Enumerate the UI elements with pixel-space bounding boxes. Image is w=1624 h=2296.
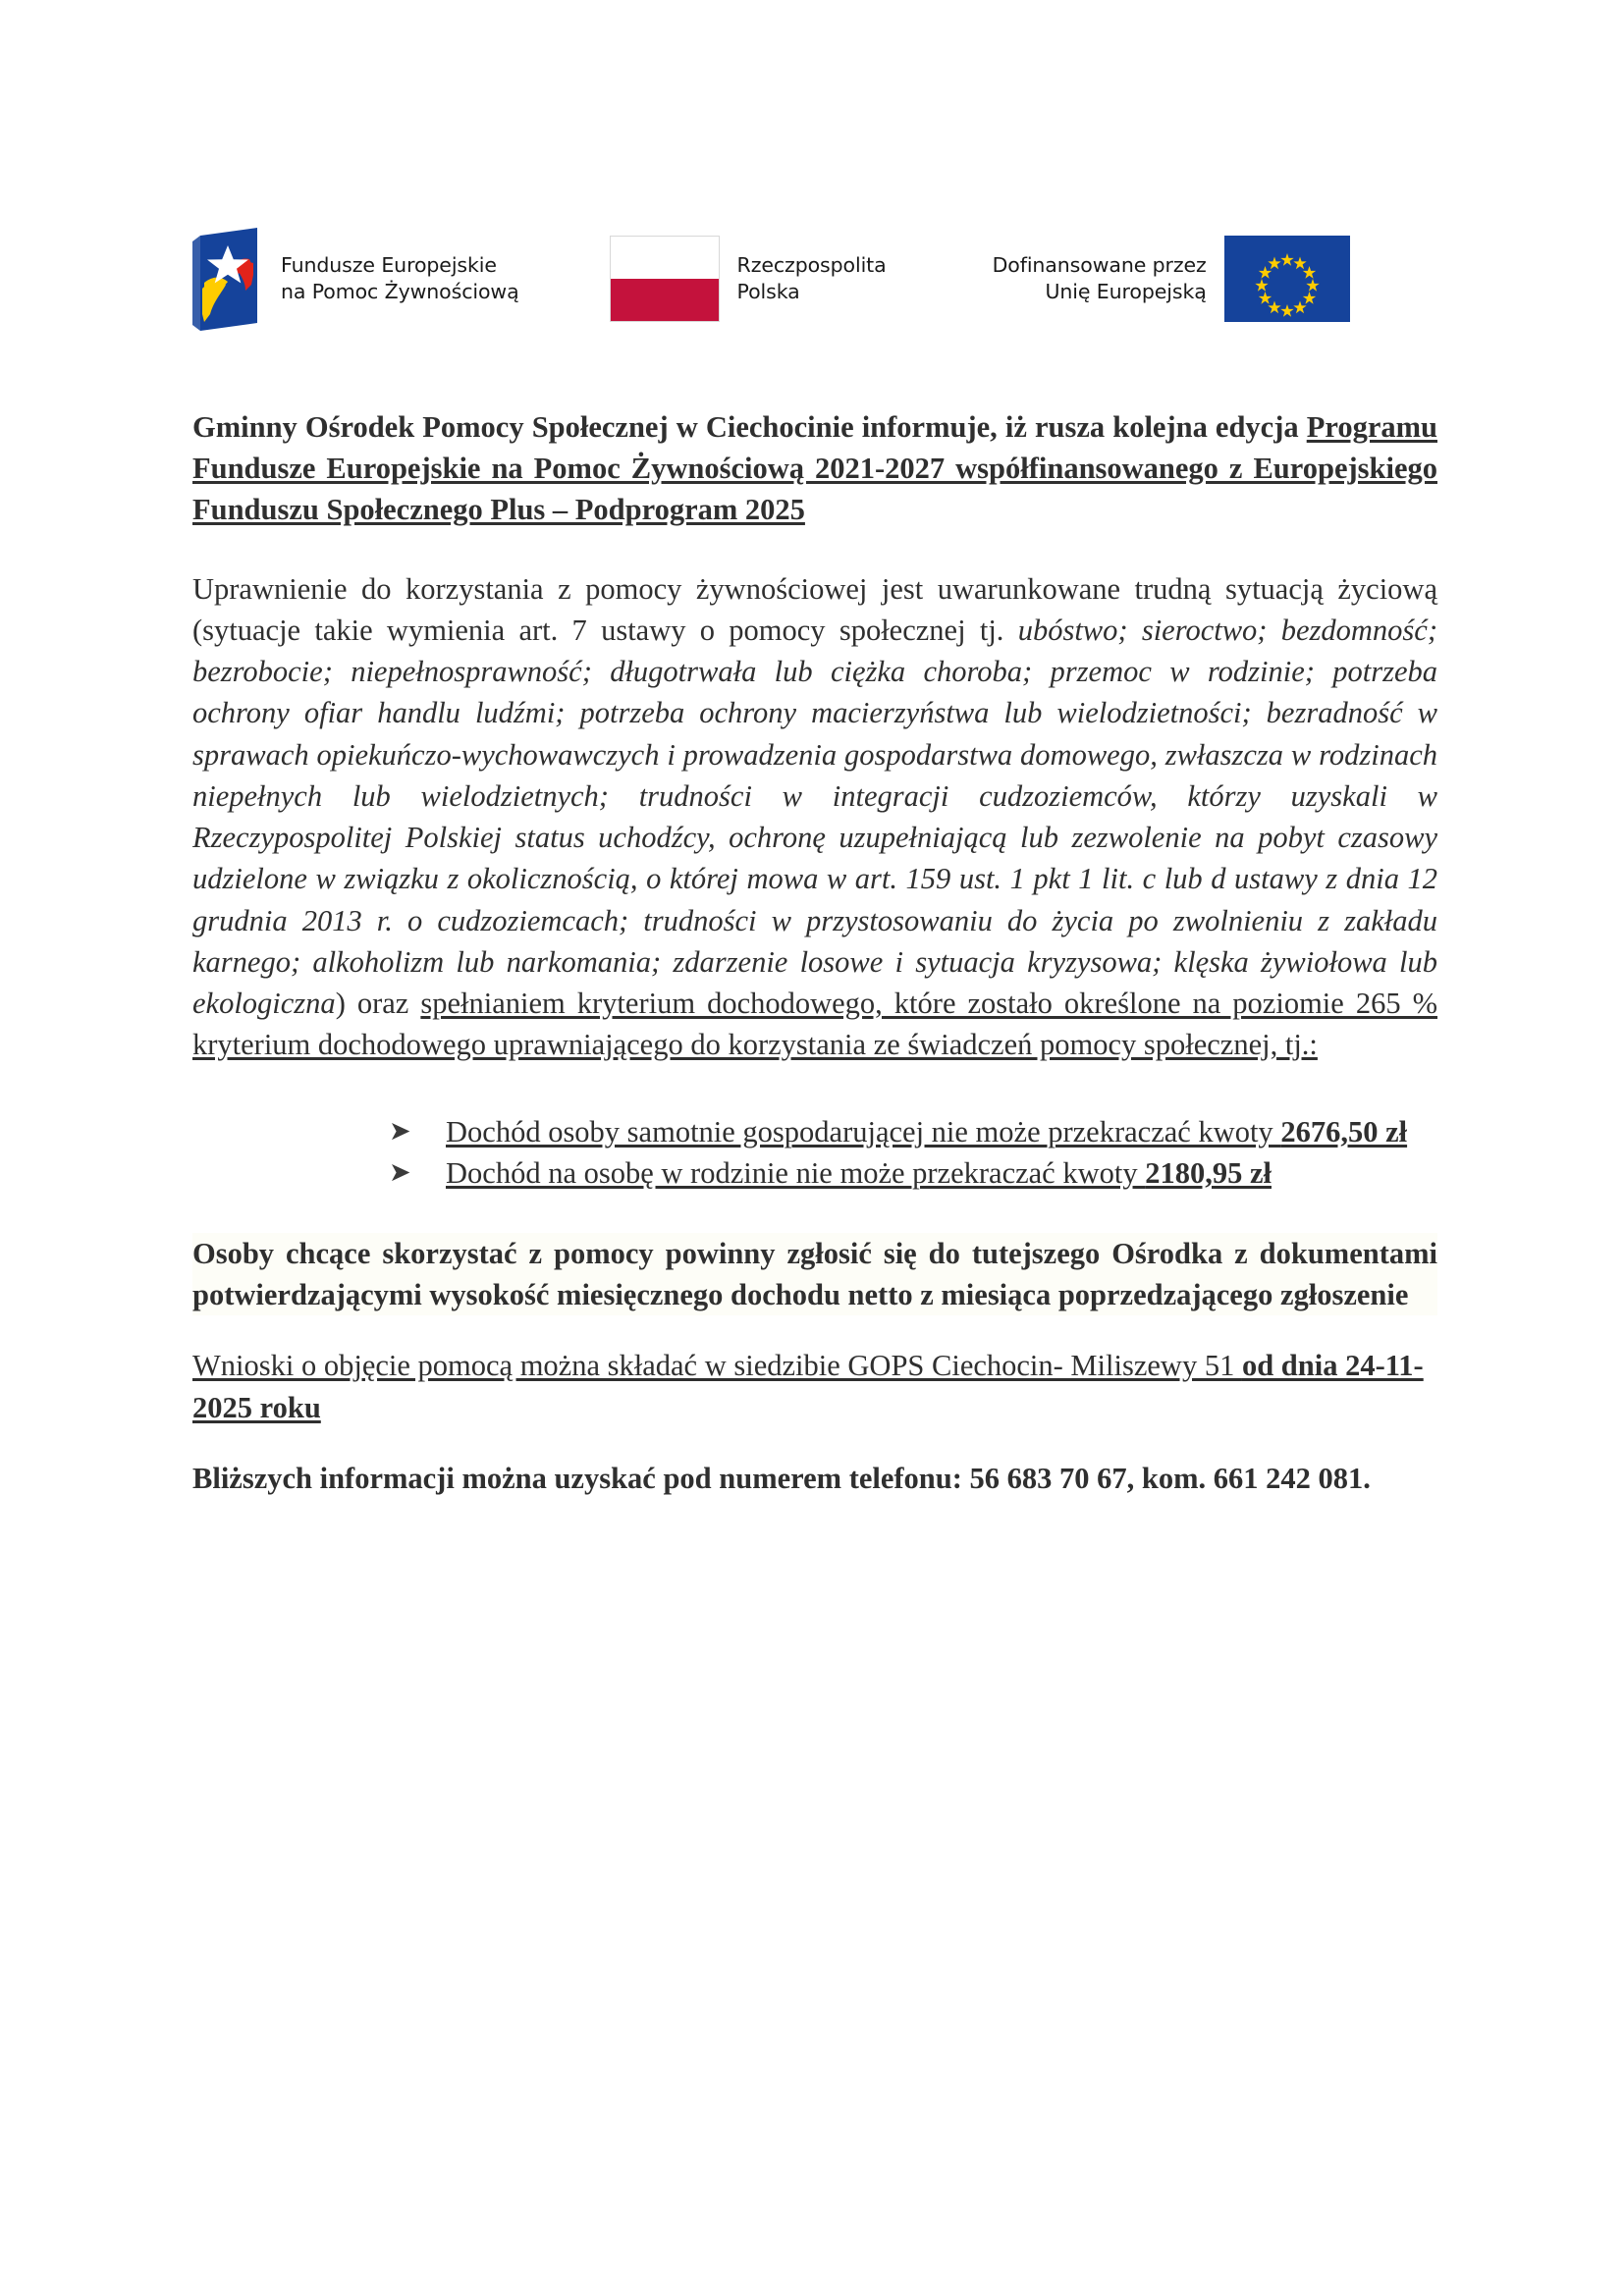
ue-line-2: Unię Europejską — [1045, 280, 1207, 303]
rp-line-1: Rzeczpospolita — [736, 252, 887, 277]
logo-fundusze-europejskie-label — [281, 252, 519, 306]
eligibility-intro-paragraph — [192, 568, 1437, 1066]
title-plain-part: Gminny Ośrodek Pomocy Społecznej w Ciechocinie informuje, iż rusza kolejna edycja — [192, 410, 1307, 444]
fundusze-europejskie-star-emblem-icon — [192, 228, 265, 331]
spacer — [192, 1066, 1437, 1111]
title-underlined-part: Programu Fundusze Europejskie na Pomoc Żywnościową 2021-2027 współfinansowanego z Europejskiego Funduszu Społecznego Plus – Podprogram 2025 — [192, 410, 1437, 527]
intro-part-2: ) oraz — [335, 987, 421, 1021]
poland-flag-white-stripe — [611, 237, 719, 279]
contact-paragraph — [192, 1458, 1437, 1499]
criteria-2-text: Dochód na osobę w rodzinie nie może przekraczać kwoty — [446, 1155, 1146, 1190]
criteria-2-amount: 2180,95 zł — [1145, 1155, 1272, 1190]
arrow-bullet-icon: ➤ — [389, 1115, 411, 1147]
poland-flag-red-stripe — [611, 279, 719, 321]
intro-underlined-tail: spełnianiem kryterium dochodowego, które zostało określone na poziomie 265 % kryterium dochodowego uprawniającego do korzystania ze świadczeń pomocy społecznej, tj.: — [192, 987, 1438, 1062]
income-criteria-list — [192, 1111, 1437, 1194]
logo-unia-europejska — [993, 214, 1350, 344]
logo-fundusze-europejskie — [192, 214, 519, 344]
submission-location-paragraph — [192, 1345, 1437, 1427]
how-to-apply-paragraph — [192, 1233, 1437, 1315]
spacer — [192, 1315, 1437, 1345]
list-item — [389, 1111, 1437, 1152]
contact-text: Bliższych informacji można uzyskać pod numerem telefonu: 56 683 70 67, kom. 661 242 081. — [192, 1461, 1371, 1495]
funding-logo-strip — [192, 214, 1435, 344]
submission-date-part: od dnia 24-11-2025 roku — [192, 1349, 1424, 1424]
document-body — [192, 406, 1437, 1499]
european-union-flag-icon — [1224, 236, 1350, 322]
list-item — [389, 1152, 1437, 1194]
spacer — [192, 1194, 1437, 1233]
logo-rzeczpospolita-polska-label — [737, 252, 887, 306]
spacer — [192, 531, 1437, 568]
rp-line-2: Polska — [736, 280, 800, 303]
announcement-title-paragraph — [192, 406, 1437, 531]
intro-italic-criteria-list: ubóstwo; sieroctwo; bezdomność; bezrobocie; niepełnosprawność; długotrwała lub ciężka choroba; przemoc w rodzinie; potrzeba ochrony ofiar handlu ludźmi; potrzeba ochrony macierzyństwa lub wielodzietności; bezradność w sprawach opiekuńczo-wychowawczych i prowadzenia gospodarstwa domowego, zwłaszcza w rodzinach niepełnych lub wielodzietnych; trudności w integracji cudzoziemców, którzy uzyskali w Rzeczypospolitej Polskiej status uchodźcy, ochronę uzupełniającą lub zezwolenie na pobyt czasowy udzielone w związku z okolicznością, o której mowa w art. 159 ust. 1 pkt 1 lit. c lub d ustawy z dnia 12 grudnia 2013 r. o cudzoziemcach; trudności w przystosowaniu do życia po zwolnieniu z zakładu karnego; alkoholizm lub narkomania; zdarzenie losowe i sytuacja kryzysowa; klęska żywiołowa lub ekologiczna — [192, 613, 1437, 1021]
fe-line-2: na Pomoc Żywnościową — [281, 280, 519, 303]
apply-text: Osoby chcące skorzystać z pomocy powinny zgłosić się do tutejszego Ośrodka z dokumentami potwierdzającymi wysokość miesięcznego dochodu netto z miesiąca poprzedzającego zgłoszenie — [192, 1236, 1437, 1312]
intro-part-1: Uprawnienie do korzystania z pomocy żywnościowej jest uwarunkowane trudną sytuacją życiową (sytuacje takie wymienia art. 7 ustawy o pomocy społecznej tj. — [192, 571, 1437, 647]
arrow-bullet-icon: ➤ — [389, 1156, 411, 1188]
criteria-1-amount: 2676,50 zł — [1280, 1114, 1408, 1148]
poland-flag-icon — [610, 236, 720, 322]
logo-unia-europejska-label — [993, 252, 1207, 306]
logo-rzeczpospolita-polska — [610, 214, 887, 344]
fe-line-1: Fundusze Europejskie — [281, 252, 497, 277]
submission-part-1: Wnioski o objęcie pomocą można składać w siedzibie GOPS Ciechocin- Miliszewy 51 — [192, 1349, 1242, 1383]
spacer — [192, 1428, 1437, 1458]
ue-line-1: Dofinansowane przez — [992, 252, 1207, 277]
criteria-1-text: Dochód osoby samotnie gospodarującej nie może przekraczać kwoty — [446, 1114, 1281, 1148]
